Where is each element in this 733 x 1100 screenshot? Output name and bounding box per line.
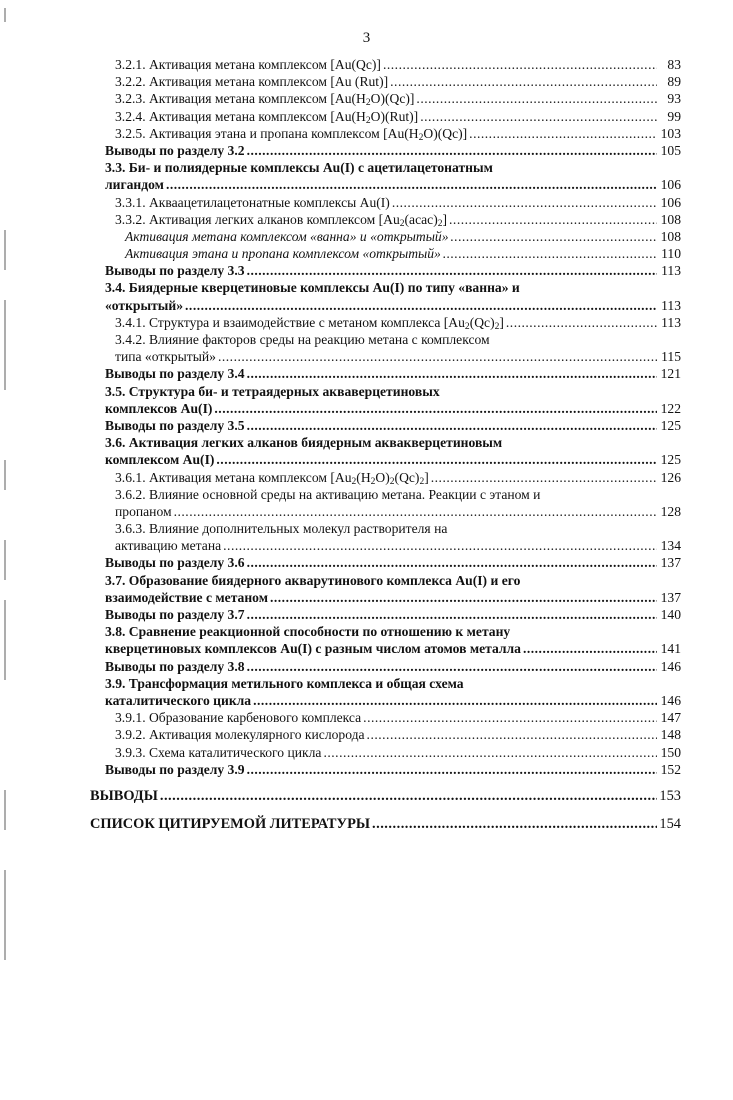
toc-page-number: 83	[667, 57, 681, 72]
title-fragment: (Qc)	[394, 469, 420, 485]
dot-leader	[363, 709, 657, 726]
toc-entry-line	[0, 434, 733, 451]
dot-leader	[383, 56, 657, 73]
toc-entry[interactable]	[0, 692, 733, 709]
dot-leader	[449, 211, 657, 228]
subscript: 2	[418, 132, 424, 143]
toc-entry[interactable]	[0, 589, 733, 606]
toc-entry[interactable]	[0, 365, 733, 382]
title-fragment: O)(Qc)]	[370, 91, 415, 107]
toc-entry-title-line1: 3.4.2. Влияние факторов среды на реакцию метана с комплексом	[115, 332, 490, 347]
toc-page-number: 125	[660, 452, 681, 468]
toc-page-number: 153	[659, 787, 681, 804]
title-fragment: (H	[356, 469, 371, 485]
toc-page-number: 99	[667, 108, 681, 124]
dot-leader	[247, 262, 657, 279]
toc-page-number: 115	[661, 349, 681, 365]
toc-entry[interactable]	[0, 176, 733, 193]
toc-entry-line	[0, 159, 733, 176]
toc-entry[interactable]	[0, 554, 733, 571]
dot-leader	[223, 537, 657, 554]
toc-entry-title	[115, 314, 504, 331]
toc-entry-title: 3.2.1. Активация метана комплексом [Au(Qc)]	[115, 57, 381, 72]
subscript: 2	[464, 321, 470, 332]
title-fragment: ]	[499, 314, 504, 330]
toc-page-number: 108	[660, 211, 681, 227]
title-fragment: O)(Rut)]	[370, 108, 419, 124]
toc-entry-title-line1: 3.5. Структура би- и тетраядерных акваверцетиновых	[105, 383, 440, 399]
toc-entry-title-line1: 3.9. Трансформация метильного комплекса и общая схема	[105, 675, 464, 691]
dot-leader	[166, 176, 657, 193]
toc-entry-title: 3.9.3. Схема каталитического цикла	[115, 744, 322, 760]
subscript: 2	[494, 321, 500, 332]
dot-leader	[247, 417, 657, 434]
toc-entry[interactable]	[0, 348, 733, 365]
subscript: 2	[399, 218, 405, 229]
toc-entry-title-line1: 3.6.3. Влияние дополнительных молекул растворителя на	[115, 521, 448, 537]
toc-entry-title: Выводы по разделу 3.6	[105, 555, 245, 571]
toc-entry[interactable]	[0, 469, 733, 486]
toc-entry-title: 3.3.1. Акваацетилацетонатные комплексы Au(I)	[115, 194, 390, 210]
title-fragment: O)(Qc)]	[423, 125, 468, 141]
toc-page-number: 125	[660, 417, 681, 433]
toc-entry-title-line1: 3.7. Образование биядерного акварутинового комплекса Au(I) и его	[105, 572, 521, 588]
toc-entry-title: комплексом Au(I)	[105, 452, 215, 468]
dot-leader	[372, 816, 657, 833]
dot-leader	[253, 692, 657, 709]
toc-entry[interactable]	[0, 451, 733, 468]
toc-entry[interactable]	[0, 56, 733, 73]
toc-entry-title: СПИСОК ЦИТИРУЕМОЙ ЛИТЕРАТУРЫ	[90, 816, 371, 833]
toc-page-number: 113	[661, 314, 681, 330]
dot-leader	[392, 194, 657, 211]
title-fragment: 3.6.1. Активация метана комплексом [Au	[115, 469, 352, 485]
toc-entry-title: ВЫВОДЫ	[90, 787, 158, 804]
toc-page-number: 146	[660, 692, 681, 708]
toc-page-number: 106	[660, 177, 681, 193]
toc-entry-title: каталитического цикла	[105, 692, 252, 708]
dot-leader	[247, 761, 657, 778]
toc-entry-title: 3.2.2. Активация метана комплексом [Au (Rut)]	[115, 74, 389, 90]
toc-page-number: 147	[660, 710, 681, 726]
toc-page-number: 110	[661, 246, 681, 262]
toc-page-number: 113	[661, 263, 681, 279]
toc-entry[interactable]	[0, 73, 733, 90]
toc-page-number: 128	[660, 503, 681, 519]
dot-leader	[367, 726, 657, 743]
subscript: 2	[365, 115, 371, 126]
toc-entry[interactable]	[0, 314, 733, 331]
toc-entry[interactable]	[0, 709, 733, 726]
dot-leader	[160, 788, 657, 805]
title-fragment: (acac)	[404, 211, 438, 227]
toc-page-number: 113	[661, 297, 681, 313]
toc-page-number: 154	[659, 816, 681, 833]
toc-entry-title: Выводы по разделу 3.7	[105, 607, 245, 622]
dot-leader	[247, 365, 657, 382]
toc-entry-title: «открытый»	[105, 297, 184, 313]
dot-leader	[469, 125, 657, 142]
dot-leader	[174, 503, 657, 520]
toc-entry[interactable]	[0, 537, 733, 554]
toc-entry[interactable]	[0, 211, 733, 228]
toc-entry[interactable]	[0, 245, 733, 262]
toc-spacer	[0, 778, 733, 788]
toc-entry-title: 3.9.1. Образование карбенового комплекса	[115, 710, 362, 726]
toc-entry[interactable]	[0, 726, 733, 743]
dot-leader	[218, 348, 657, 365]
dot-leader	[451, 228, 657, 245]
toc-entry-title: комплексов Au(I)	[105, 400, 213, 416]
toc-entry[interactable]	[0, 228, 733, 245]
toc-entry[interactable]	[0, 90, 733, 107]
toc-entry-line	[0, 520, 733, 537]
toc-entry-title: 3.9.2. Активация молекулярного кислорода	[115, 727, 365, 743]
toc-entry[interactable]	[0, 417, 733, 434]
toc-page-number: 105	[660, 142, 681, 158]
toc-entry-title-line1: 3.3. Би- и полиядерные комплексы Au(I) с ацетилацетонатным	[105, 160, 493, 176]
toc-entry-title: кверцетиновых комплексов Au(I) с разным числом атомов металла	[105, 641, 521, 657]
toc-entry-title: Активация этана и пропана комплексом «открытый»	[125, 246, 441, 262]
title-fragment: 3.2.5. Активация этана и пропана комплексом [Au(H	[115, 125, 419, 141]
toc-page-number: 126	[660, 469, 681, 485]
scan-mark	[4, 8, 6, 22]
toc-entry-title	[115, 108, 418, 125]
dot-leader	[506, 314, 657, 331]
page-number: 3	[362, 30, 371, 46]
toc-entry[interactable]	[0, 262, 733, 279]
subscript: 2	[437, 218, 443, 229]
toc-page-number: 137	[660, 589, 681, 605]
toc-entry-title: Выводы по разделу 3.8	[105, 658, 245, 674]
toc-entry[interactable]	[0, 125, 733, 142]
toc-page-number: 108	[660, 228, 681, 244]
toc-entry[interactable]	[0, 658, 733, 675]
dot-leader	[390, 73, 657, 90]
toc-entry[interactable]	[0, 194, 733, 211]
subscript: 2	[365, 98, 371, 109]
toc-entry[interactable]	[0, 640, 733, 657]
toc-entry-title: Выводы по разделу 3.4	[105, 366, 245, 382]
toc-page-number: 148	[660, 727, 681, 743]
title-fragment: ]	[442, 211, 448, 227]
title-fragment: (Qc)	[469, 314, 495, 330]
dot-leader	[523, 640, 657, 657]
toc-entry-title	[115, 125, 467, 142]
toc-page-number: 134	[660, 538, 681, 554]
toc-page-number: 106	[660, 194, 681, 210]
toc-entry-line	[0, 279, 733, 296]
subscript: 2	[419, 476, 425, 487]
toc-entry-title	[115, 469, 429, 486]
dot-leader	[420, 108, 657, 125]
dot-leader	[214, 400, 657, 417]
dot-leader	[247, 142, 657, 159]
dot-leader	[247, 658, 657, 675]
dot-leader	[431, 469, 657, 486]
subscript: 2	[370, 476, 376, 487]
title-fragment: 3.4.1. Структура и взаимодействие с метаном комплекса [Au	[115, 314, 465, 330]
toc-page-number: 121	[660, 366, 681, 382]
toc-entry-title: лигандом	[105, 177, 164, 193]
toc-entry[interactable]	[0, 761, 733, 778]
dot-leader	[270, 589, 657, 606]
subscript: 2	[351, 476, 357, 487]
toc-page-number: 146	[660, 658, 681, 674]
toc-spacer	[0, 805, 733, 816]
dot-leader	[416, 90, 657, 107]
dot-leader	[323, 744, 657, 761]
toc-entry-title-line1: 3.8. Сравнение реакционной способности по отношению к метану	[105, 624, 511, 640]
dot-leader	[247, 606, 657, 623]
toc-entry-line	[0, 623, 733, 640]
toc-entry-line	[0, 675, 733, 692]
scan-mark	[4, 870, 6, 960]
toc-entry-title	[115, 90, 414, 107]
toc-entry[interactable]	[0, 400, 733, 417]
toc-entry-title-line1: 3.6.2. Влияние основной среды на активацию метана. Реакции с этаном и	[115, 486, 541, 502]
toc-entry-line	[0, 331, 733, 348]
title-fragment: 3.2.3. Активация метана комплексом [Au(H	[115, 91, 366, 107]
toc-entry[interactable]	[0, 788, 733, 805]
toc-entry[interactable]	[0, 142, 733, 159]
title-fragment: O)	[375, 469, 390, 485]
toc-page-number: 89	[667, 74, 681, 90]
toc-page-number: 150	[660, 744, 681, 760]
toc-page-number: 93	[667, 91, 681, 107]
toc-entry-title: пропаном	[115, 503, 172, 519]
toc-page-number: 122	[660, 400, 681, 416]
toc-entry-title: Выводы по разделу 3.3	[105, 263, 245, 279]
toc-page-number: 141	[660, 641, 681, 657]
title-fragment: 3.2.4. Активация метана комплексом [Au(H	[115, 108, 366, 124]
title-fragment: 3.3.2. Активация легких алканов комплексом [Au	[115, 211, 400, 227]
toc-entry-line	[0, 383, 733, 400]
title-fragment: ]	[424, 469, 429, 485]
toc-entry-title: взаимодействие с метаном	[105, 589, 268, 605]
toc-entry[interactable]	[0, 297, 733, 314]
toc-entry-line	[0, 572, 733, 589]
toc-entry[interactable]	[0, 816, 733, 833]
dot-leader	[216, 451, 657, 468]
table-of-contents	[0, 56, 733, 833]
toc-entry-title: типа «открытый»	[115, 349, 216, 365]
subscript: 2	[389, 476, 395, 487]
dot-leader	[247, 554, 657, 571]
toc-entry-line	[0, 486, 733, 503]
toc-entry-title-line1: 3.4. Биядерные кверцетиновые комплексы Au(I) по типу «ванна» и	[105, 280, 520, 296]
toc-entry-title: Выводы по разделу 3.2	[105, 142, 245, 158]
toc-entry-title: Выводы по разделу 3.5	[105, 417, 245, 433]
toc-entry-title: Активация метана комплексом «ванна» и «открытый»	[125, 228, 449, 244]
toc-page-number: 137	[660, 555, 681, 571]
toc-entry-title	[115, 211, 447, 228]
toc-entry-title-line1: 3.6. Активация легких алканов биядерным аквакверцетиновым	[105, 435, 503, 451]
toc-page-number: 152	[660, 761, 681, 777]
toc-entry[interactable]	[0, 744, 733, 761]
toc-page-number: 103	[660, 125, 681, 141]
toc-entry-title: Выводы по разделу 3.9	[105, 761, 245, 777]
toc-entry[interactable]	[0, 108, 733, 125]
toc-entry[interactable]	[0, 606, 733, 623]
toc-page-number: 140	[660, 607, 681, 622]
dot-leader	[443, 245, 657, 262]
toc-entry[interactable]	[0, 503, 733, 520]
dot-leader	[185, 297, 657, 314]
toc-entry-title: активацию метана	[115, 538, 222, 554]
